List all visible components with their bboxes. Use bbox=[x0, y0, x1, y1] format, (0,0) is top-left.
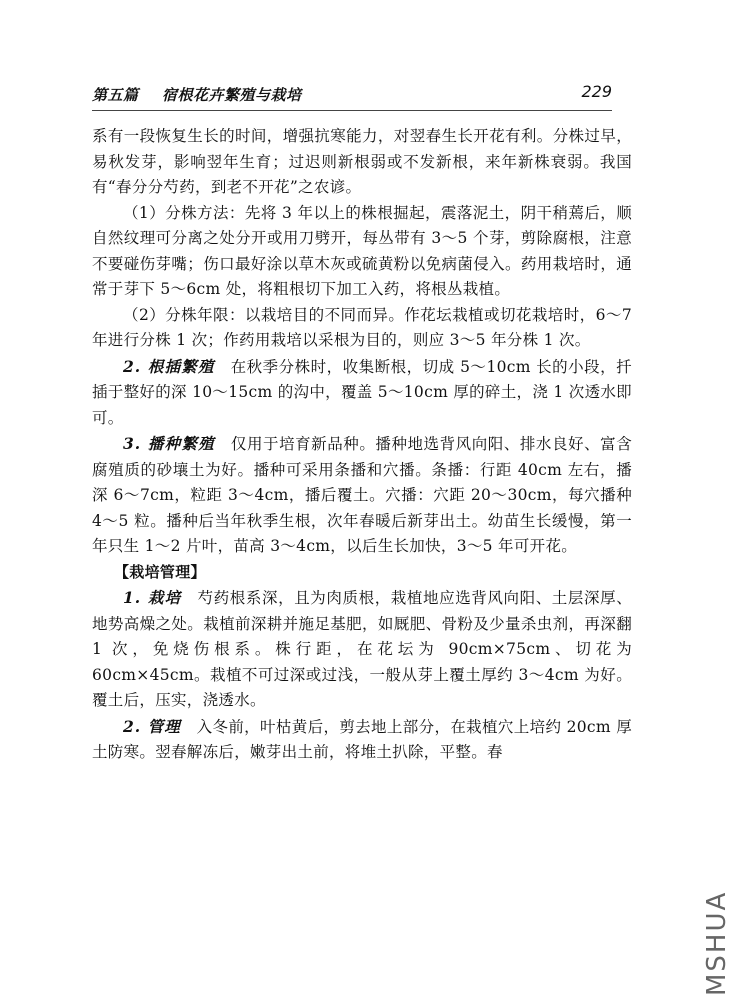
section-title: 宿根花卉繁殖与栽培 bbox=[162, 86, 302, 104]
paragraph-label: 2. 根插繁殖 bbox=[123, 356, 215, 376]
paragraph-division-method bbox=[92, 201, 632, 303]
paragraph-continuation bbox=[92, 124, 632, 201]
paragraph-label: 1. 栽培 bbox=[123, 588, 182, 607]
header-rule bbox=[92, 110, 612, 111]
paragraph-text: 入冬前，叶枯黄后，剪去地上部分，在栽植穴上培约 20cm 厚土防寒。翌春解冻后，嫩芽出土前，将堆土扒除，平整。春 bbox=[92, 717, 632, 761]
watermark bbox=[672, 880, 732, 1000]
page-number: 229 bbox=[581, 82, 612, 101]
section-heading-text: 【栽培管理】 bbox=[114, 562, 206, 581]
section-heading bbox=[114, 560, 632, 586]
paragraph-text: （2）分株年限：以栽培目的不同而异。作花坛栽植或切花栽培时，6～7 年进行分株 1 次；作药用栽培以采根为目的，则应 3～5 年分株 1 次。 bbox=[92, 305, 632, 349]
paragraph-text: （1）分株方法：先将 3 年以上的株根掘起，震落泥土，阴干稍蔫后，顺自然纹理可分离之处分开或用刀劈开，每丛带有 3～5 个芽，剪除腐根，注意不要碰伤芽嘴；伤口最好涂以草木灰或硫黄粉以免病菌侵入。药用栽培时，通常于芽下 5～6cm 处，将粗根切下加工入药，将根丛栽植。 bbox=[92, 203, 632, 298]
chapter-label: 第五篇 bbox=[92, 86, 139, 104]
watermark-text: MSHUA bbox=[702, 890, 732, 996]
paragraph-text: 系有一段恢复生长的时间，增强抗寒能力，对翌春生长开花有利。分株过早，易秋发芽，影响翌年生育；过迟则新根弱或不发新根，来年新株衰弱。我国有“春分分芍药，到老不开花”之农谚。 bbox=[92, 127, 632, 196]
paragraph-management bbox=[92, 714, 632, 766]
paragraph-text: 在秋季分株时，收集断根，切成 5～10cm 长的小段，扦插于整好的深 10～15cm 的沟中，覆盖 5～10cm 厚的碎土，浇 1 次透水即可。 bbox=[92, 357, 632, 427]
paragraph-root-cutting bbox=[92, 354, 632, 432]
paragraph-label: 3. 播种繁殖 bbox=[123, 434, 215, 453]
body-text bbox=[92, 124, 632, 766]
paragraph-text: 仅用于培育新品种。播种地选背风向阳、排水良好、富含腐殖质的砂壤土为好。播种可采用条播和穴播。条播：行距 40cm 左右，播深 6～7cm，粒距 3～4cm，播后覆土。穴播：穴距 20～30cm，每穴播种 4～5 粒。播种后当年秋季生根，次年春暖后新芽出土。幼苗生长缓慢，第一年只生 1～2 片叶，苗高 3～4cm，以后生长加快，3～5 年可开花。 bbox=[92, 435, 633, 555]
paragraph-text: 芍药根系深，且为肉质根，栽植地应选背风向阳、土层深厚、地势高燥之处。栽植前深耕并施足基肥，如厩肥、骨粉及少量杀虫剂，再深翻 1 次，免烧伤根系。株行距，在花坛为 90cm×75cm、切花为 60cm×45cm。栽植不可过深或过浅，一般从芽上覆土厚约 3～4cm 为好。覆土后，压实，浇透水。 bbox=[92, 589, 633, 709]
paragraph-label: 2. 管理 bbox=[123, 716, 181, 736]
paragraph-division-interval bbox=[92, 303, 632, 354]
paragraph-cultivation bbox=[92, 585, 632, 714]
running-head bbox=[92, 84, 612, 108]
paragraph-seed-propagation bbox=[92, 431, 632, 560]
